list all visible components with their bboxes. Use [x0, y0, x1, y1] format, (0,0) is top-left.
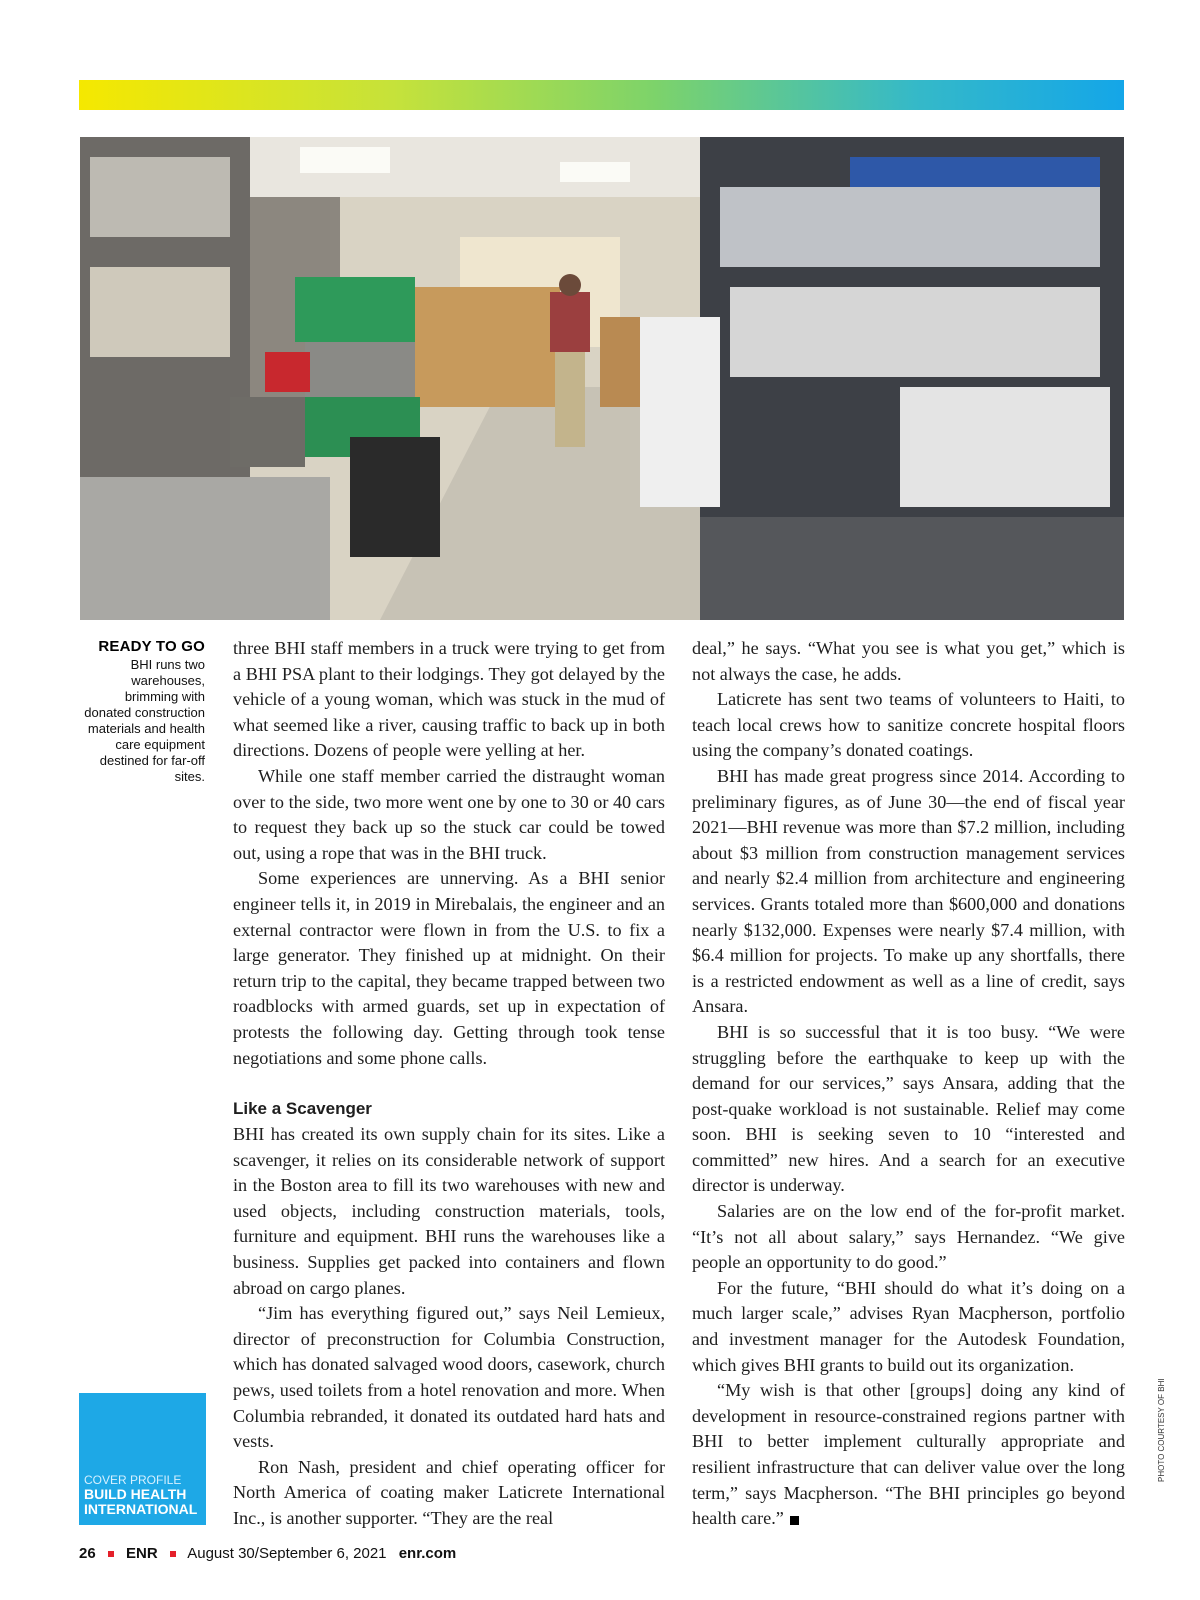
- article-paragraph: “Jim has everything figured out,” says Neil Lemieux, director of preconstruction for Columbia Construction, which has donated salvaged wood doors, casework, church pews, used toilets from a hotel renovation and more. When Columbia rebranded, it donated its outdated hard hats and vests.: [233, 1303, 665, 1452]
- article-column-1: [233, 636, 665, 1532]
- article-paragraph: BHI is so successful that it is too busy. “We were struggling before the earthquake to keep up with the demand for our services,” says Ansara, adding that the post-quake workload is not sustainable. Relief may come soon. BHI is seeking seven to 10 “interested and committed” new hires. And a search for an executive director is underway.: [692, 1021, 1125, 1196]
- caption-body: BHI runs two warehouses, brimming with donated construction materials and health care equipment destined for far-off sites.: [84, 657, 205, 784]
- end-mark-icon: [790, 1516, 799, 1525]
- article-paragraph: For the future, “BHI should do what it’s doing on a much larger scale,” advises Ryan Macpherson, portfolio and investment manager for the Autodesk Foundation, which gives BHI grants to build out its organization.: [692, 1277, 1125, 1375]
- cover-profile-box: [79, 1393, 206, 1525]
- article-paragraph-text: “My wish is that other [groups] doing any kind of development in resource-constrained regions partner with BHI to better implement culturally appropriate and resilient infrastructure that can deliver value over the long term,” says Macpherson. “The BHI principles go beyond health care.”: [692, 1380, 1125, 1529]
- article-paragraph: Laticrete has sent two teams of volunteers to Haiti, to teach local crews how to sanitize concrete hospital floors using the company’s donated coatings.: [692, 689, 1125, 761]
- cover-profile-kicker: COVER PROFILE: [84, 1473, 182, 1487]
- caption-title: READY TO GO: [98, 638, 205, 655]
- article-paragraph: BHI has created its own supply chain for its sites. Like a scavenger, it relies on its considerable network of support in the Boston area to fill its two warehouses with new and used objects, including construction materials, tools, furniture and equipment. BHI runs the warehouses like a business. Supplies get packed into containers and flown abroad on cargo planes.: [233, 1124, 665, 1298]
- header-gradient-bar: [79, 80, 1124, 110]
- separator-square-icon: [170, 1551, 176, 1557]
- article-paragraph: Salaries are on the low end of the for-profit market. “It’s not all about salary,” says Hernandez. “We give people an opportunity to do good.”: [692, 1201, 1125, 1273]
- issue-date: August 30/September 6, 2021: [187, 1545, 387, 1562]
- warehouse-photo: [80, 137, 1124, 620]
- photo-caption: [77, 638, 205, 785]
- article-paragraph: deal,” he says. “What you see is what you get,” which is not always the case, he adds.: [692, 638, 1125, 684]
- cover-profile-title: BUILD HEALTH INTERNATIONAL: [84, 1486, 198, 1517]
- article-paragraph: BHI has made great progress since 2014. According to preliminary figures, as of June 30—the end of fiscal year 2021—BHI revenue was more than $7.2 million, including about $3 million from construction management services and nearly $2.4 million from architecture and engineering services. Grants totaled more than $600,000 and donations nearly $132,000. Expenses were nearly $7.4 million, with $6.4 million for projects. To make up any shortfalls, there is a restricted endowment as well as a line of credit, says Ansara.: [692, 765, 1125, 1017]
- article-paragraph: Some experiences are unnerving. As a BHI senior engineer tells it, in 2019 in Mirebalais, the engineer and an external contractor were flown in from the U.S. to fix a large generator. They finished up at midnight. On their return trip to the capital, they became trapped between two roadblocks with armed guards, set up in expectation of protests the following day. Getting through took tense negotiations and some phone calls.: [233, 868, 665, 1068]
- article-paragraph: While one staff member carried the distraught woman over to the side, two more went one by one to 30 or 40 cars to request they back up so the stuck car could be towed out, using a rope that was in the BHI truck.: [233, 765, 665, 863]
- article-paragraph: three BHI staff members in a truck were trying to get from a BHI PSA plant to their lodgings. They got delayed by the vehicle of a young woman, which was stuck in the mud of what seemed like a river, causing traffic to back up in both directions. Dozens of people were yelling at her.: [233, 638, 665, 761]
- page-number: 26: [79, 1545, 96, 1562]
- section-subhead: Like a Scavenger: [233, 1099, 372, 1119]
- article-paragraph: Ron Nash, president and chief operating officer for North America of coating maker Laticrete International Inc., is another supporter. “They are the real: [233, 1456, 665, 1528]
- page-footer: [79, 1545, 456, 1562]
- article-column-2: [692, 636, 1125, 1532]
- photo-credit: PHOTO COURTESY OF BHI: [1157, 1378, 1166, 1482]
- magazine-name: ENR: [126, 1545, 158, 1562]
- separator-square-icon: [108, 1551, 114, 1557]
- magazine-url: enr.com: [398, 1545, 457, 1562]
- article-paragraph-last: [692, 1378, 1125, 1532]
